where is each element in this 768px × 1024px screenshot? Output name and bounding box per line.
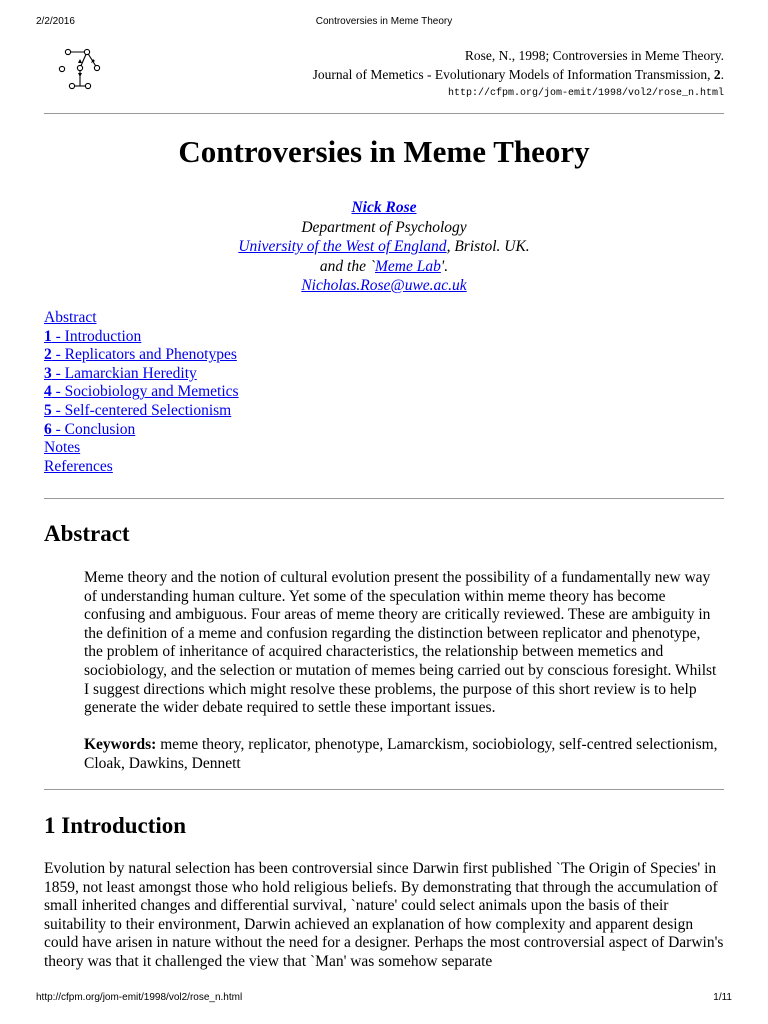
toc-item-references[interactable]: References <box>44 457 113 475</box>
keywords <box>84 736 722 773</box>
lab-suffix: '. <box>440 257 449 275</box>
citation-journal <box>313 65 724 84</box>
toc-item-notes[interactable]: Notes <box>44 439 81 457</box>
lab-prefix: and the ` <box>319 257 376 275</box>
print-footer <box>36 992 732 1006</box>
divider <box>44 789 724 790</box>
page-number: 1/11 <box>713 992 732 1003</box>
abstract-heading: Abstract <box>44 521 130 546</box>
introduction-text: Evolution by natural selection has been controversial since Darwin first published `The Origin of Species' in 1859, not least amongst those who hold religious beliefs. By demonstrating that through the accumulation of small inherited changes and differential survival, `nature' could select animals upon the basis of their suitability to their environment, Darwin achieved an explanation of how complexity and apparent design could have arisen in nature without the need for a designer. Perhaps the most controversial aspect of Darwin's theory was that it challenged the view that `Man' was somehow separate <box>44 860 724 970</box>
journal-suffix: . <box>720 67 724 82</box>
abstract-text: Meme theory and the notion of cultural evolution present the possibility of a fundamentally new way of understanding human culture. Yet some of the speculation within meme theory has become confusing and ambiguous. Four areas of meme theory are critically reviewed. These are ambiguity in the definition of a meme and confusion regarding the distinction between replicator and phenotype, the problem of inheritance of acquired characteristics, the relationship between memetics and sociobiology, and the selection or mutation of memes being carried out by conscious foresight. Whilst I suggest directions which might resolve these problems, the purpose of this short review is to help generate the wider debate required to settle these important issues. <box>84 569 717 717</box>
email-link[interactable]: Nicholas.Rose@uwe.ac.uk <box>301 277 467 294</box>
keywords-list: meme theory, replicator, phenotype, Lamarckism, sociobiology, self-centred selectionism, Cloak, Dawkins, Dennett <box>84 736 718 772</box>
print-date: 2/2/2016 <box>36 16 75 27</box>
author-department: Department of Psychology <box>301 218 467 236</box>
toc-item-selectionism[interactable]: 5 - Self-centered Selectionism <box>44 401 232 419</box>
author-block <box>0 198 768 296</box>
citation <box>313 46 724 103</box>
table-of-contents <box>44 309 239 476</box>
keywords-label: Keywords: <box>84 736 157 753</box>
toc-item-introduction[interactable]: 1 - Introduction <box>44 327 142 345</box>
toc-item-abstract[interactable]: Abstract <box>44 309 97 326</box>
introduction-heading: 1 Introduction <box>44 813 187 838</box>
toc-item-sociobiology[interactable]: 4 - Sociobiology and Memetics <box>44 383 239 401</box>
toc-item-lamarckian[interactable]: 3 - Lamarckian Heredity <box>44 364 197 382</box>
author-link[interactable]: Nick Rose <box>351 199 417 216</box>
toc-item-replicators[interactable]: 2 - Replicators and Phenotypes <box>44 346 237 364</box>
page-title: Controversies in Meme Theory <box>178 134 590 169</box>
journal-volume: 2 <box>713 67 721 82</box>
divider <box>44 113 724 114</box>
print-header <box>36 16 732 30</box>
footer-url: http://cfpm.org/jom-emit/1998/vol2/rose_n.html <box>36 992 243 1003</box>
author-location: , Bristol. UK. <box>446 238 530 255</box>
university-link[interactable]: University of the West of England <box>238 238 447 255</box>
toc-item-conclusion[interactable]: 6 - Conclusion <box>44 420 136 438</box>
journal-name: Journal of Memetics - Evolutionary Models of Information Transmission, <box>312 67 714 82</box>
print-title: Controversies in Meme Theory <box>315 16 453 27</box>
divider <box>44 498 724 499</box>
citation-line: Rose, N., 1998; Controversies in Meme Theory. <box>464 48 724 63</box>
citation-url: http://cfpm.org/jom-emit/1998/vol2/rose_n.html <box>447 88 724 99</box>
meme-lab-link[interactable]: Meme Lab <box>375 257 441 275</box>
journal-logo-icon <box>56 44 108 96</box>
